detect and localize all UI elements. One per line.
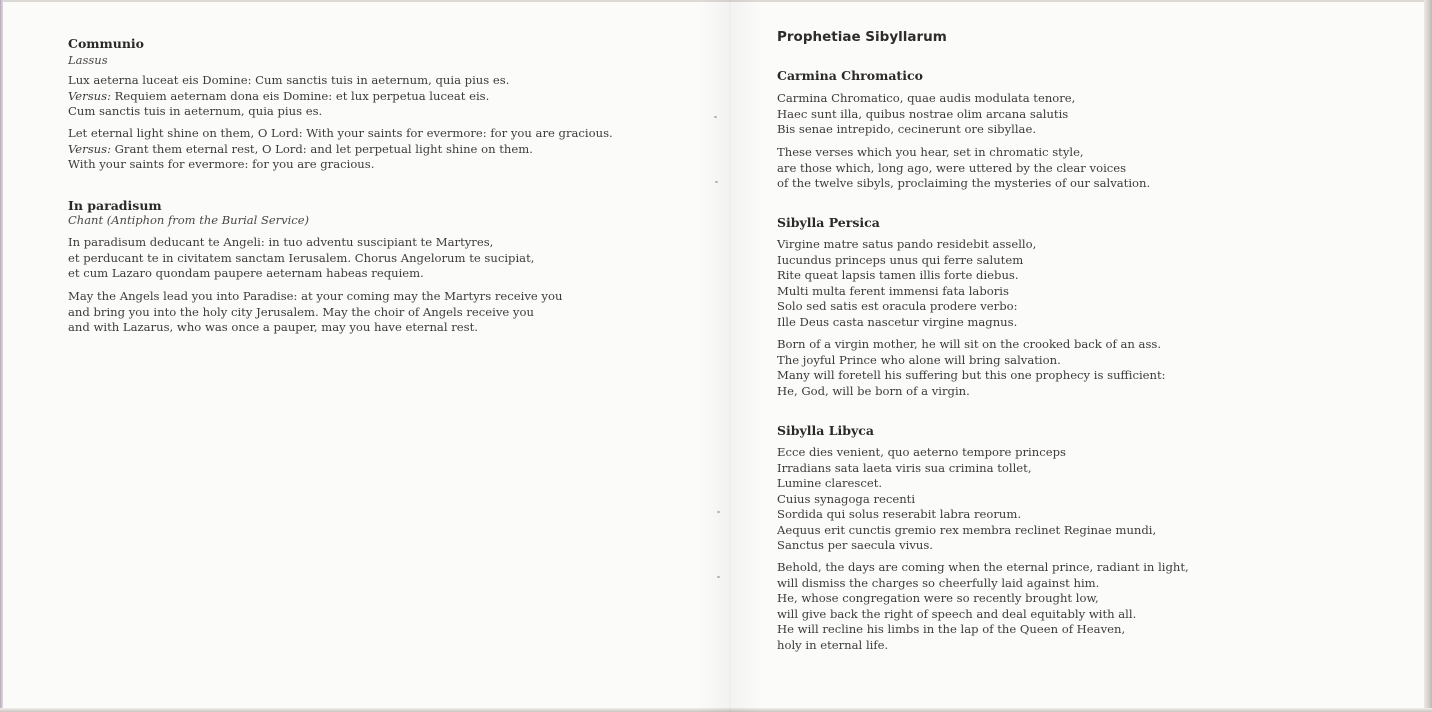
text-line: Cum sanctis tuis in aeternum, quia pius es. bbox=[68, 104, 323, 118]
text-line: He, God, will be born of a virgin. bbox=[777, 383, 970, 398]
text-line: He will recline his limbs in the lap of the Queen of Heaven, bbox=[777, 622, 1126, 636]
text-line: and with Lazarus, who was once a pauper, may you have eternal rest. bbox=[68, 320, 478, 334]
text-line: Ille Deus casta nascetur virgine magnus. bbox=[777, 314, 1018, 329]
page-heading: Prophetiae Sibyllarum bbox=[777, 29, 947, 45]
text-line: He, whose congregation were so recently brought low, bbox=[777, 591, 1099, 605]
text-line: Lux aeterna luceat eis Domine: Cum sanctis tuis in aeternum, quia pius es. bbox=[68, 73, 510, 87]
carmina-title: Carmina Chromatico bbox=[777, 68, 923, 83]
communio-composer: Lassus bbox=[68, 53, 108, 67]
versus-line bbox=[68, 89, 509, 105]
text-line: Virgine matre satus pando residebit assello, bbox=[777, 237, 1037, 251]
text-line: The joyful Prince who alone will bring salvation. bbox=[777, 352, 1061, 367]
in-paradisum-english-text bbox=[68, 289, 562, 336]
text-line: Behold, the days are coming when the eternal prince, radiant in light, bbox=[777, 560, 1189, 574]
center-fold bbox=[700, 0, 760, 712]
text-line: These verses which you hear, set in chromatic style, bbox=[777, 145, 1084, 159]
communio-latin-text bbox=[68, 73, 509, 120]
text-line: Sordida qui solus reserabit labra reorum. bbox=[777, 507, 1022, 521]
text-line: Lumine clarescet. bbox=[777, 476, 883, 490]
text-line: holy in eternal life. bbox=[777, 637, 889, 652]
text-line: Cuius synagoga recenti bbox=[777, 491, 916, 506]
text-line: Multi multa ferent immensi fata laboris bbox=[777, 283, 1009, 298]
text-line: will give back the right of speech and deal equitably with all. bbox=[777, 606, 1137, 621]
in-paradisum-subtitle: Chant (Antiphon from the Burial Service) bbox=[68, 213, 310, 227]
in-paradisum-latin-text bbox=[68, 235, 534, 282]
paper-speck bbox=[717, 576, 720, 578]
text-line: Irradians sata laeta viris sua crimina tollet, bbox=[777, 460, 1032, 475]
carmina-latin-text bbox=[777, 91, 1075, 138]
persica-title: Sibylla Persica bbox=[777, 215, 880, 230]
text-line: of the twelve sibyls, proclaiming the mysteries of our salvation. bbox=[777, 176, 1151, 190]
persica-latin-text bbox=[777, 237, 1036, 330]
text-line: Many will foretell his suffering but this one prophecy is sufficient: bbox=[777, 368, 1166, 382]
libyca-latin-text bbox=[777, 445, 1156, 554]
communio-english-text bbox=[68, 126, 613, 173]
text-line: Aequus erit cunctis gremio rex membra reclinet Reginae mundi, bbox=[777, 522, 1157, 537]
text-line: et cum Lazaro quondam paupere aeternam habeas requiem. bbox=[68, 266, 424, 280]
text-line: May the Angels lead you into Paradise: at your coming may the Martyrs receive you bbox=[68, 289, 563, 303]
text-line: are those which, long ago, were uttered by the clear voices bbox=[777, 160, 1127, 175]
text-line: Bis senae intrepido, cecinerunt ore sibyllae. bbox=[777, 122, 1037, 136]
text-line: et perducant te in civitatem sanctam Ierusalem. Chorus Angelorum te sucipiat, bbox=[68, 250, 535, 265]
communio-title: Communio bbox=[68, 36, 145, 51]
text-line: Iucundus princeps unus qui ferre salutem bbox=[777, 252, 1024, 267]
text-line: Sanctus per saecula vivus. bbox=[777, 538, 933, 552]
text-line: Rite queat lapsis tamen illis forte diebus. bbox=[777, 268, 1019, 282]
paper-speck bbox=[717, 511, 720, 513]
text-line: and bring you into the holy city Jerusalem. May the choir of Angels receive you bbox=[68, 304, 534, 319]
text-line: Ecce dies venient, quo aeterno tempore princeps bbox=[777, 445, 1066, 459]
versus-label: Versus: bbox=[68, 88, 111, 103]
text-line: Born of a virgin mother, he will sit on the crooked back of an ass. bbox=[777, 337, 1162, 351]
persica-english-text bbox=[777, 337, 1166, 399]
versus-text: Requiem aeternam dona eis Domine: et lux perpetua luceat eis. bbox=[110, 88, 490, 103]
text-line: With your saints for evermore: for you are gracious. bbox=[68, 157, 375, 171]
in-paradisum-title: In paradisum bbox=[68, 198, 162, 213]
text-line: Carmina Chromatico, quae audis modulata tenore, bbox=[777, 91, 1076, 105]
text-line: Haec sunt illa, quibus nostrae olim arcana salutis bbox=[777, 106, 1069, 121]
versus-line bbox=[68, 142, 613, 158]
text-line: will dismiss the charges so cheerfully laid against him. bbox=[777, 575, 1100, 590]
libyca-title: Sibylla Libyca bbox=[777, 423, 874, 438]
paper-speck bbox=[714, 116, 717, 118]
text-line: Solo sed satis est oracula prodere verbo: bbox=[777, 299, 1018, 313]
carmina-english-text bbox=[777, 145, 1150, 192]
page-edge-right bbox=[1424, 0, 1432, 712]
versus-text: Grant them eternal rest, O Lord: and let perpetual light shine on them. bbox=[110, 141, 533, 156]
page-edge-left bbox=[0, 0, 3, 712]
paper-speck bbox=[715, 181, 718, 183]
text-line: In paradisum deducant te Angeli: in tuo adventu suscipiant te Martyres, bbox=[68, 235, 494, 249]
text-line: Let eternal light shine on them, O Lord: With your saints for evermore: for you are gracious. bbox=[68, 126, 613, 140]
versus-label: Versus: bbox=[68, 141, 111, 156]
libyca-english-text bbox=[777, 560, 1189, 653]
